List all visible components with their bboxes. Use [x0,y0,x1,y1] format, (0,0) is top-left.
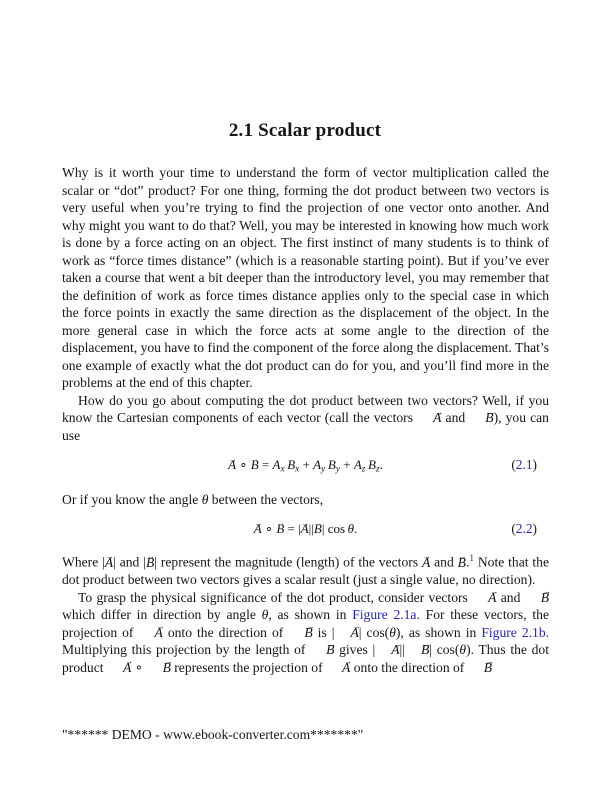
paragraph [62,392,549,445]
paragraph [62,164,549,392]
text-run: = [284,521,299,537]
text-run: cos [327,521,348,537]
text-run: ( [511,521,516,537]
vector-symbol: A → [254,519,262,539]
math-symbol: θ [389,624,396,640]
figure-link[interactable]: Figure 2.1b. [481,624,550,640]
vector-symbol: B → [147,659,171,677]
text-run: gives | [334,642,376,658]
vector-symbol: B → [469,409,493,427]
math-symbol: A [353,457,362,472]
demo-watermark: "****** DEMO - www.ebook-converter.com*******" [62,727,364,742]
vector-symbol: B → [288,624,312,642]
page-body [62,164,549,676]
math-subscript: z [376,464,380,475]
math-symbol: A [313,457,322,472]
text-run: Note that the dot product between two vectors gives a scalar result (just a single value, no direction). [62,554,549,588]
equation-number-link[interactable]: 2.2 [515,521,533,537]
text-run: + [340,457,354,472]
vector-symbol: B → [314,519,322,539]
vector-symbol: B → [458,554,466,572]
vector-symbol: A → [417,409,441,427]
vector-symbol: A → [105,554,113,572]
math-symbol: θ [459,642,467,658]
text-run: and [441,410,470,425]
vector-symbol: B → [468,659,492,677]
text-run: | cos( [358,624,390,640]
footnote-link[interactable]: 1 [469,553,474,564]
display-equation [62,519,549,539]
math-symbol: θ [347,521,355,537]
text-run: ) [532,457,537,472]
text-run: || [308,521,314,537]
text-run: | [298,521,301,537]
text-run: How do you go about computing the dot product between two vectors? Well, if you know the Cartesian components of each vector (call the vectors [62,392,549,425]
text-run: ∘ [261,521,277,537]
text-run: . [465,554,470,570]
text-run: | represent the magnitude (length) of the vectors [154,554,422,570]
vector-symbol: A → [138,624,162,642]
text-run: ∘ [236,457,251,472]
text-run: onto the direction of [350,659,468,675]
text-run: , as shown in [268,607,353,623]
text-run: To grasp the physical significance of the dot product, consider vectors [78,589,473,605]
math-subscript: y [335,464,340,475]
text-run: is | [312,624,335,640]
text-run: | and | [113,554,146,570]
text-run: . [354,521,358,537]
math-symbol: θ [261,607,269,623]
vector-symbol: B → [525,589,549,607]
math-subscript: x [295,464,300,475]
text-run: represents the projection of [170,659,327,675]
text-run: | cos( [429,642,460,658]
equation-number [511,519,537,539]
text-run: between the vectors, [208,491,324,507]
paragraph [62,589,549,677]
math-symbol: θ [201,491,209,507]
math-subscript: x [280,464,285,475]
text-run: ) [532,521,537,537]
text-run: which differ in direction by angle [62,607,262,623]
text-run: ∘ [131,659,147,675]
equation-number [511,455,537,475]
text-run: . [379,457,383,472]
vector-symbol: A → [422,554,430,572]
text-run: Multiplying this projection by the length of [62,642,311,658]
vector-symbol: B → [405,641,429,659]
text-run: onto the direction of [162,624,289,640]
vector-symbol: A → [228,455,236,475]
equation-number-link[interactable]: 2.1 [515,457,533,472]
text-run: | [321,521,328,537]
text-run: ( [511,457,516,472]
display-equation [62,455,549,480]
vector-symbol: A → [326,659,350,677]
math-symbol: B [327,457,336,472]
text-run: ), you can use [62,410,549,443]
text-run: ). Thus the dot product [62,642,549,675]
text-run: and [496,589,525,605]
equation-body [228,457,383,475]
text-run: Why is it worth your time to understand the form of vector multiplication called the scalar or “dot” product? For one thing, forming the dot product between two vectors is very useful when you’re trying to find the projection of one vector onto another. And why might you want to do that? Well, you may be interested in knowing how much work is done by a force acting on an object. The first instinct of many students is to think of work as “force times distance” (which is a reasonable starting point). But if you’ve ever taken a course that went a bit deeper than the introductory level, you may remember that the definition of work as force times distance applies only to the special case in which the force points in exactly the same direction as the displacement of the object. In the more general case in which the force acts at some angle to the direction of the displacement, you have to find the component of the force along the displacement. That’s one example of exactly what the dot product can do for you, and you’ll find more in the problems at the end of this chapter. [62,165,549,390]
text-run: Or if you know the angle [62,491,202,507]
text-run: For these vectors, the projection of [62,607,549,640]
section-title: 2.1 Scalar product [228,120,382,141]
math-subscript: z [361,464,366,475]
text-run: = [258,457,273,472]
vector-symbol: A → [472,589,496,607]
text-run: and [430,554,458,570]
text-run: Where | [62,554,105,570]
figure-link[interactable]: Figure 2.1a. [352,607,420,623]
vector-symbol: A → [375,641,399,659]
equation-body [254,521,358,536]
text-run: + [299,457,314,472]
vector-symbol: B → [276,519,284,539]
text-run: ), as shown in [395,624,482,640]
math-subscript: y [321,464,326,475]
text-run: || [399,642,405,658]
vector-symbol: B → [146,554,154,572]
vector-symbol: B → [310,641,334,659]
vector-symbol: A → [334,624,358,642]
math-symbol: B [287,457,296,472]
vector-symbol: B → [251,455,259,475]
vector-symbol: A → [107,659,131,677]
math-symbol: B [368,457,376,472]
paragraph [62,491,549,509]
math-symbol: A [272,457,281,472]
vector-symbol: A → [301,519,309,539]
